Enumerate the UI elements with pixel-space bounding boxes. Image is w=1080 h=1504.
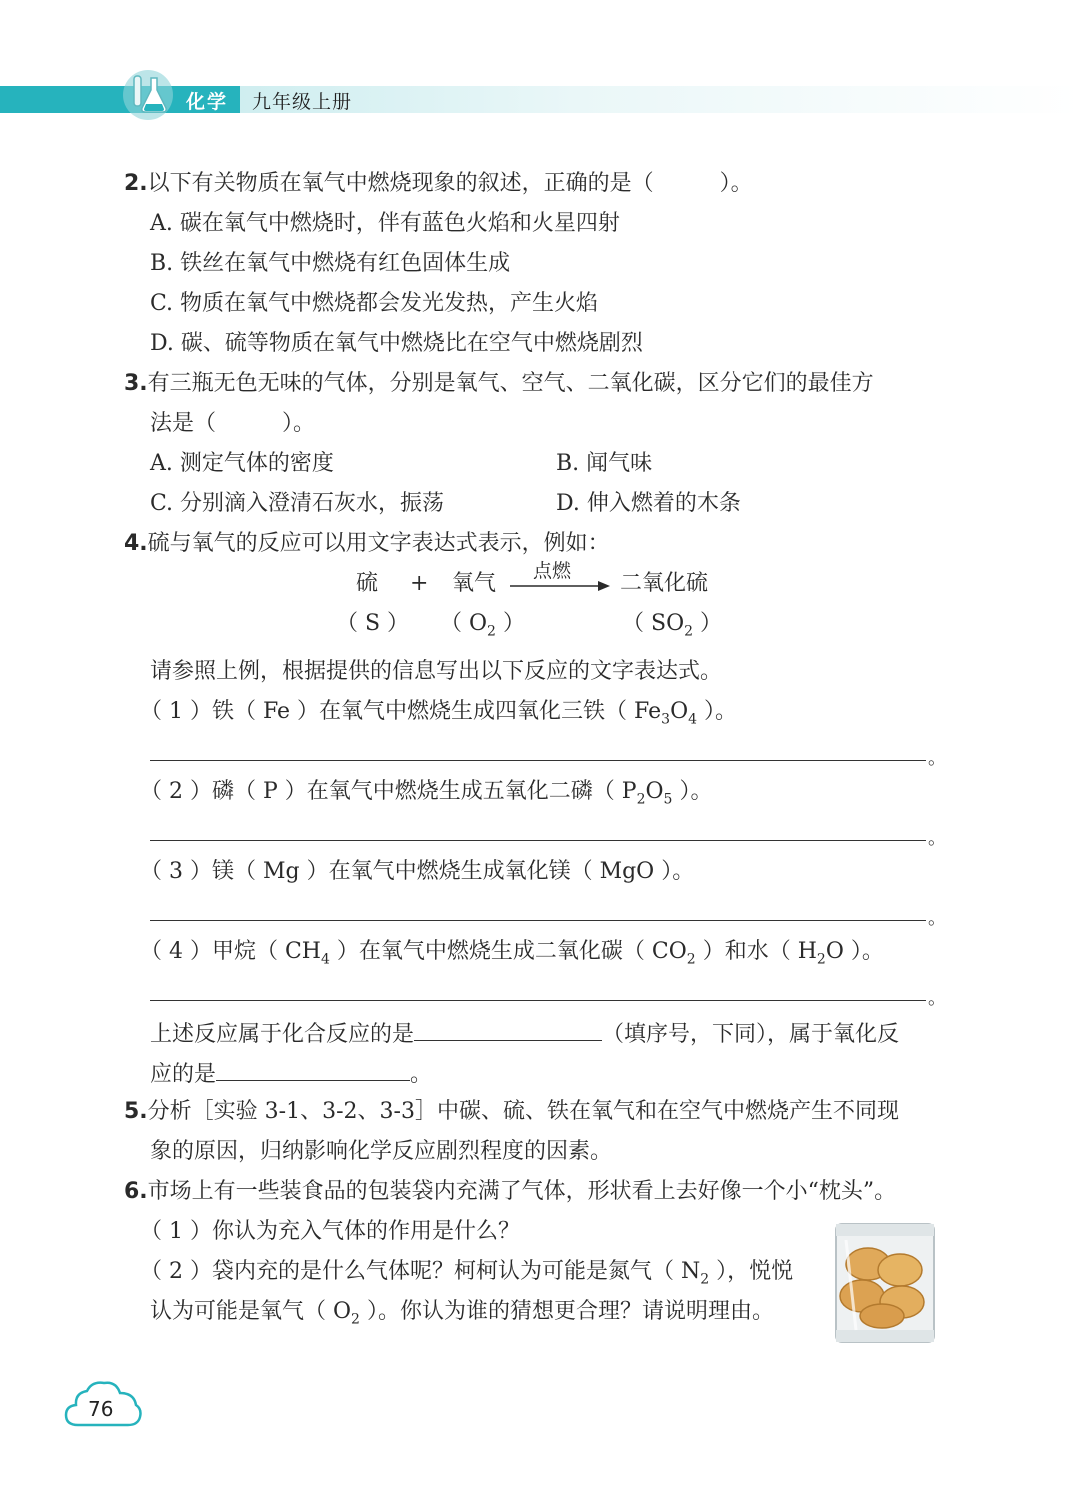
chip-bag-image xyxy=(832,1220,938,1346)
q5-number: 5. xyxy=(124,1099,148,1124)
grade-label: 九年级上册 xyxy=(252,91,353,113)
q6-stem: 6.市场上有一些装食品的包装袋内充满了气体，形状看上去好像一个小“枕头”。 xyxy=(124,1179,897,1204)
eq-formula-so2: （ $SO_2$ ） xyxy=(622,611,723,640)
eq-product: 二氧化硫 xyxy=(620,571,709,596)
eq-formula-o2: （ $O_2$ ） xyxy=(440,611,525,640)
q4-item-2: （ 2 ）磷（ P ）在氧气中燃烧生成五氧化二磷（ $P_2O_5$ ）。 xyxy=(140,779,713,808)
q2-option-a: A. 碳在氧气中燃烧时，伴有蓝色火焰和火星四射 xyxy=(150,211,620,236)
q6-part-2: （ 2 ）袋内充的是什么气体呢？柯柯认为可能是氮气（ $N_2$ ），悦悦 xyxy=(140,1259,794,1288)
q3-option-b: B. 闻气味 xyxy=(556,451,653,476)
eq-reactant-sulfur: 硫 xyxy=(356,571,379,596)
flask-icon xyxy=(118,68,178,122)
answer-period-1: 。 xyxy=(928,748,946,769)
answer-period-3: 。 xyxy=(928,908,946,929)
answer-line-4[interactable] xyxy=(150,1000,926,1001)
q2-stem: 2.以下有关物质在氧气中燃烧现象的叙述，正确的是（ ）。 xyxy=(124,171,753,196)
q4-summary-line-2: 应的是 。 xyxy=(150,1058,432,1089)
q3-option-c: C. 分别滴入澄清石灰水，振荡 xyxy=(150,491,445,516)
answer-period-2: 。 xyxy=(928,828,946,849)
q4-item-4: （ 4 ）甲烷（ $CH_4$ ）在氧气中燃烧生成二氧化碳（ $CO_2$ ）和水（ $H_2O$ ）。 xyxy=(140,939,884,968)
q3-option-d: D. 伸入燃着的木条 xyxy=(556,491,741,516)
page-number: 76 xyxy=(88,1397,114,1421)
q2-number: 2. xyxy=(124,171,148,196)
eq-plus: + xyxy=(410,571,429,596)
q6-number: 6. xyxy=(124,1179,148,1204)
oxidation-blank[interactable] xyxy=(216,1058,410,1081)
q5-line-2: 象的原因，归纳影响化学反应剧烈程度的因素。 xyxy=(150,1139,613,1164)
q4-summary-line-1: 上述反应属于化合反应的是 （填序号，下同），属于氧化反 xyxy=(150,1018,899,1049)
q3-stem-continued: 法是（ ）。 xyxy=(150,411,316,436)
eq-reactant-oxygen: 氧气 xyxy=(452,571,497,596)
header-gradient-band xyxy=(240,86,1080,113)
eq-condition: 点燃 xyxy=(533,560,572,582)
q4-item-1: （ 1 ）铁（ Fe ）在氧气中燃烧生成四氧化三铁（ $Fe_3O_4$ ）。 xyxy=(140,699,738,728)
answer-period-4: 。 xyxy=(928,988,946,1009)
subject-label: 化学 xyxy=(186,91,229,113)
q6-part-1: （ 1 ）你认为充入气体的作用是什么？ xyxy=(140,1219,520,1244)
answer-line-2[interactable] xyxy=(150,840,926,841)
q6-part-2-continued: 认为可能是氧气（ $O_2$ ）。你认为谁的猜想更合理？请说明理由。 xyxy=(150,1299,774,1328)
q5-line-1: 5.分析［实验 3-1、3-2、3-3］中碳、硫、铁在氧气和在空气中燃烧产生不同现 xyxy=(124,1099,899,1124)
q2-option-c: C. 物质在氧气中燃烧都会发光发热，产生火焰 xyxy=(150,291,599,316)
q4-instruction: 请参照上例，根据提供的信息写出以下反应的文字表达式。 xyxy=(150,659,723,684)
q4-item-3: （ 3 ）镁（ Mg ）在氧气中燃烧生成氧化镁（ MgO ）。 xyxy=(140,859,695,884)
answer-line-1[interactable] xyxy=(150,760,926,761)
q4-stem: 4.硫与氧气的反应可以用文字表达式表示，例如： xyxy=(124,531,610,556)
reaction-arrow-icon xyxy=(510,580,610,592)
eq-formula-s: （ S ） xyxy=(336,611,410,636)
answer-line-3[interactable] xyxy=(150,920,926,921)
q3-stem: 3.有三瓶无色无味的气体，分别是氧气、空气、二氧化碳，区分它们的最佳方 xyxy=(124,371,874,396)
q4-number: 4. xyxy=(124,531,148,556)
q2-option-b: B. 铁丝在氧气中燃烧有红色固体生成 xyxy=(150,251,511,276)
combination-blank[interactable] xyxy=(414,1018,602,1041)
q2-option-d: D. 碳、硫等物质在氧气中燃烧比在空气中燃烧剧烈 xyxy=(150,331,643,356)
q3-number: 3. xyxy=(124,371,148,396)
q3-option-a: A. 测定气体的密度 xyxy=(150,451,334,476)
